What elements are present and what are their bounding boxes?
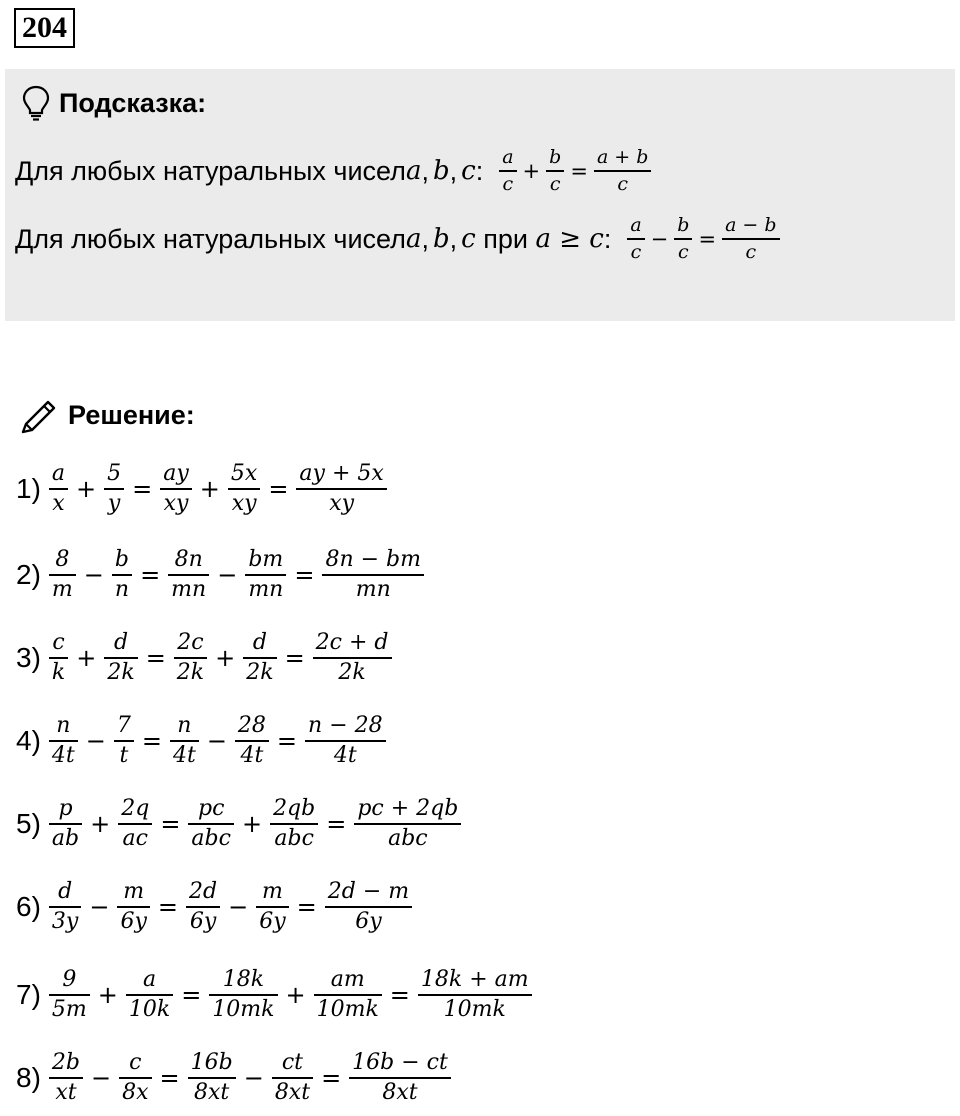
row-label: 5) (16, 808, 41, 839)
comma: , (449, 155, 458, 186)
hint-header (21, 83, 206, 123)
numerator: 18k + am (420, 967, 529, 992)
solution-row (16, 454, 389, 524)
equals: = (145, 644, 166, 672)
denominator: 8x (122, 1080, 149, 1105)
operator: + (285, 981, 306, 1009)
operator: + (522, 159, 541, 183)
row-label: 1) (16, 473, 41, 504)
operator: − (228, 893, 249, 921)
fraction (313, 629, 392, 687)
fraction (354, 795, 461, 853)
operator: + (241, 810, 263, 838)
numerator: 2q (121, 796, 150, 821)
numerator: a (142, 967, 157, 992)
numerator: 28 (237, 713, 266, 738)
hint-panel (5, 69, 955, 321)
denominator: ab (51, 826, 80, 851)
equals: = (326, 810, 347, 838)
numerator: c (129, 1050, 142, 1075)
row-label: 2) (16, 559, 41, 590)
equals: = (294, 561, 315, 589)
operator: − (83, 561, 104, 589)
equals: = (140, 561, 161, 589)
fraction (245, 546, 286, 604)
fraction (170, 712, 199, 770)
denominator: t (119, 743, 129, 768)
hint-text: Для любых натуральных чисел (15, 155, 406, 186)
var-a: a (405, 224, 422, 254)
denominator: c (630, 241, 642, 263)
fraction (272, 1049, 313, 1107)
fraction (112, 546, 132, 604)
condition: a ≥ c (535, 224, 604, 254)
fraction (325, 878, 412, 936)
hint-title: Подсказка: (59, 87, 207, 118)
fraction (126, 966, 173, 1024)
numerator: n (56, 713, 71, 738)
fraction (49, 795, 82, 853)
pencil-icon (18, 394, 60, 436)
var-a: a (405, 156, 422, 186)
denominator: 4t (172, 743, 196, 768)
equals: = (268, 475, 289, 503)
fraction (49, 712, 78, 770)
numerator: m (123, 879, 145, 904)
numerator: 8n − bm (325, 547, 421, 572)
comma: , (421, 155, 429, 186)
numerator: 7 (116, 713, 131, 738)
numerator: ay (163, 461, 189, 486)
numerator: a (51, 461, 66, 486)
equals: = (389, 981, 410, 1009)
operator: + (199, 475, 220, 503)
denominator: 4t (333, 743, 357, 768)
equals: = (570, 159, 588, 183)
fraction (235, 712, 269, 770)
numerator: a (630, 214, 642, 236)
equals: = (141, 727, 162, 755)
denominator: 6y (259, 909, 286, 934)
solution-header (18, 393, 195, 437)
fraction (270, 795, 318, 853)
numerator: d (252, 630, 267, 655)
denominator: 10mk (212, 997, 275, 1022)
numerator: 8 (55, 547, 70, 572)
numerator: 8n (174, 547, 203, 572)
solution-row (16, 960, 534, 1030)
solution-row (16, 706, 388, 776)
denominator: c (549, 173, 561, 195)
numerator: a + b (596, 146, 649, 168)
denominator: mn (171, 577, 207, 602)
fraction (296, 460, 386, 518)
numerator: c (52, 630, 65, 655)
fraction (49, 546, 76, 604)
exercise-number: 204 (14, 8, 75, 48)
denominator: 8xt (194, 1080, 230, 1105)
var-c: c (461, 224, 476, 254)
fraction (314, 966, 382, 1024)
row-label: 3) (16, 642, 41, 673)
fraction (174, 629, 207, 687)
denominator: 6y (355, 909, 382, 934)
denominator: 10mk (443, 997, 506, 1022)
hint-text: Для любых натуральных чисел (15, 223, 406, 254)
fraction (49, 878, 81, 936)
numerator: pc + 2qb (357, 796, 459, 821)
equals: = (159, 1064, 180, 1092)
var-b: b (432, 224, 450, 254)
hint-rule-sum (15, 145, 653, 197)
solution-row (16, 872, 414, 942)
denominator: 10k (128, 997, 171, 1022)
numerator: ay + 5x (299, 461, 384, 486)
row-label: 7) (16, 979, 41, 1010)
numerator: ct (281, 1050, 304, 1075)
equals: = (132, 475, 153, 503)
numerator: n − 28 (308, 713, 383, 738)
denominator: xy (329, 491, 355, 516)
fraction (104, 629, 137, 687)
equals: = (698, 227, 717, 251)
denominator: m (51, 577, 73, 602)
fraction (114, 712, 134, 770)
equals: = (160, 810, 181, 838)
numerator: am (330, 967, 365, 992)
denominator: xy (231, 491, 257, 516)
denominator: xt (55, 1080, 77, 1105)
row-label: 4) (16, 725, 41, 756)
numerator: a (502, 146, 514, 168)
numerator: n (177, 713, 192, 738)
equals: = (276, 727, 298, 755)
fraction (256, 878, 288, 936)
operator: − (206, 727, 227, 755)
denominator: n (114, 577, 130, 602)
fraction (118, 795, 152, 853)
equals: = (321, 1064, 342, 1092)
denominator: x (52, 491, 65, 516)
fraction (349, 1049, 451, 1107)
operator: − (217, 561, 238, 589)
fraction (117, 878, 149, 936)
operator: − (91, 1064, 112, 1092)
fraction (546, 145, 564, 197)
numerator: b (114, 547, 130, 572)
numerator: d (58, 879, 73, 904)
fraction (594, 145, 652, 197)
numerator: d (113, 630, 129, 655)
denominator: 2k (246, 660, 274, 685)
denominator: xy (163, 491, 189, 516)
fraction (627, 213, 644, 265)
numerator: pc (197, 796, 225, 821)
denominator: 2k (107, 660, 135, 685)
numerator: 2c + d (315, 630, 389, 655)
equals: = (284, 644, 305, 672)
lightbulb-icon (21, 84, 51, 122)
numerator: 16b (190, 1050, 233, 1075)
fraction (322, 546, 424, 604)
fraction (186, 878, 220, 936)
fraction (49, 460, 68, 518)
fraction (209, 966, 277, 1024)
denominator: 5m (51, 997, 87, 1022)
denominator: 3y (51, 909, 79, 934)
operator: + (90, 810, 111, 838)
numerator: m (261, 879, 283, 904)
fraction (188, 795, 234, 853)
fraction (49, 629, 68, 687)
fraction (119, 1049, 151, 1107)
denominator: 2k (338, 660, 366, 685)
colon: : (603, 223, 612, 254)
var-c: c (461, 156, 476, 186)
denominator: 2k (176, 660, 205, 685)
operator: − (650, 227, 669, 251)
numerator: p (58, 796, 73, 821)
comma: , (421, 223, 429, 254)
numerator: 2d (189, 879, 218, 904)
fraction (305, 712, 386, 770)
numerator: b (549, 146, 562, 168)
fraction (499, 145, 516, 197)
fraction (49, 966, 90, 1024)
numerator: 5 (107, 461, 122, 486)
operator: + (76, 475, 97, 503)
numerator: 18k (222, 967, 265, 992)
denominator: ac (122, 826, 148, 851)
hint-when: при (475, 223, 536, 254)
colon: : (475, 155, 484, 186)
numerator: 2c (177, 630, 204, 655)
operator: + (215, 644, 236, 672)
hint-rule-difference (15, 213, 782, 265)
solution-title: Решение: (68, 399, 195, 430)
denominator: 10mk (316, 997, 379, 1022)
solution-row (16, 623, 394, 693)
operator: − (89, 893, 110, 921)
equals: = (181, 981, 202, 1009)
denominator: c (678, 241, 689, 263)
solution-row (16, 1043, 453, 1113)
denominator: 4t (51, 743, 75, 768)
numerator: 2qb (273, 796, 316, 821)
fraction (188, 1049, 236, 1107)
equals: = (296, 893, 317, 921)
fraction (49, 1049, 83, 1107)
operator: + (97, 981, 118, 1009)
fraction (243, 629, 276, 687)
solution-row (16, 540, 426, 610)
numerator: 9 (62, 967, 77, 992)
denominator: c (745, 241, 757, 263)
numerator: 16b − ct (352, 1050, 448, 1075)
denominator: abc (191, 826, 231, 851)
denominator: c (502, 173, 514, 195)
var-b: b (432, 156, 450, 186)
fraction (722, 213, 780, 265)
numerator: a − b (725, 214, 777, 236)
denominator: k (51, 660, 66, 685)
operator: + (76, 644, 97, 672)
fraction (418, 966, 532, 1024)
denominator: abc (274, 826, 314, 851)
denominator: y (107, 491, 121, 516)
comma: , (449, 223, 458, 254)
denominator: 6y (120, 909, 147, 934)
denominator: abc (388, 826, 428, 851)
denominator: c (617, 173, 629, 195)
numerator: 2d − m (327, 879, 410, 904)
equals: = (157, 893, 178, 921)
denominator: mn (355, 577, 391, 602)
fraction (228, 460, 260, 518)
row-label: 8) (16, 1062, 41, 1093)
denominator: 6y (189, 909, 217, 934)
fraction (168, 546, 209, 604)
denominator: mn (248, 577, 284, 602)
denominator: 8xt (382, 1080, 418, 1105)
numerator: 5x (230, 461, 258, 486)
fraction (104, 460, 124, 518)
solution-row (16, 789, 463, 859)
numerator: 2b (51, 1050, 80, 1075)
row-label: 6) (16, 891, 41, 922)
denominator: 8xt (274, 1080, 311, 1105)
numerator: bm (248, 547, 284, 572)
operator: − (85, 727, 106, 755)
fraction (160, 460, 192, 518)
denominator: 4t (240, 743, 264, 768)
numerator: b (677, 214, 690, 236)
fraction (674, 213, 692, 265)
operator: − (243, 1064, 264, 1092)
